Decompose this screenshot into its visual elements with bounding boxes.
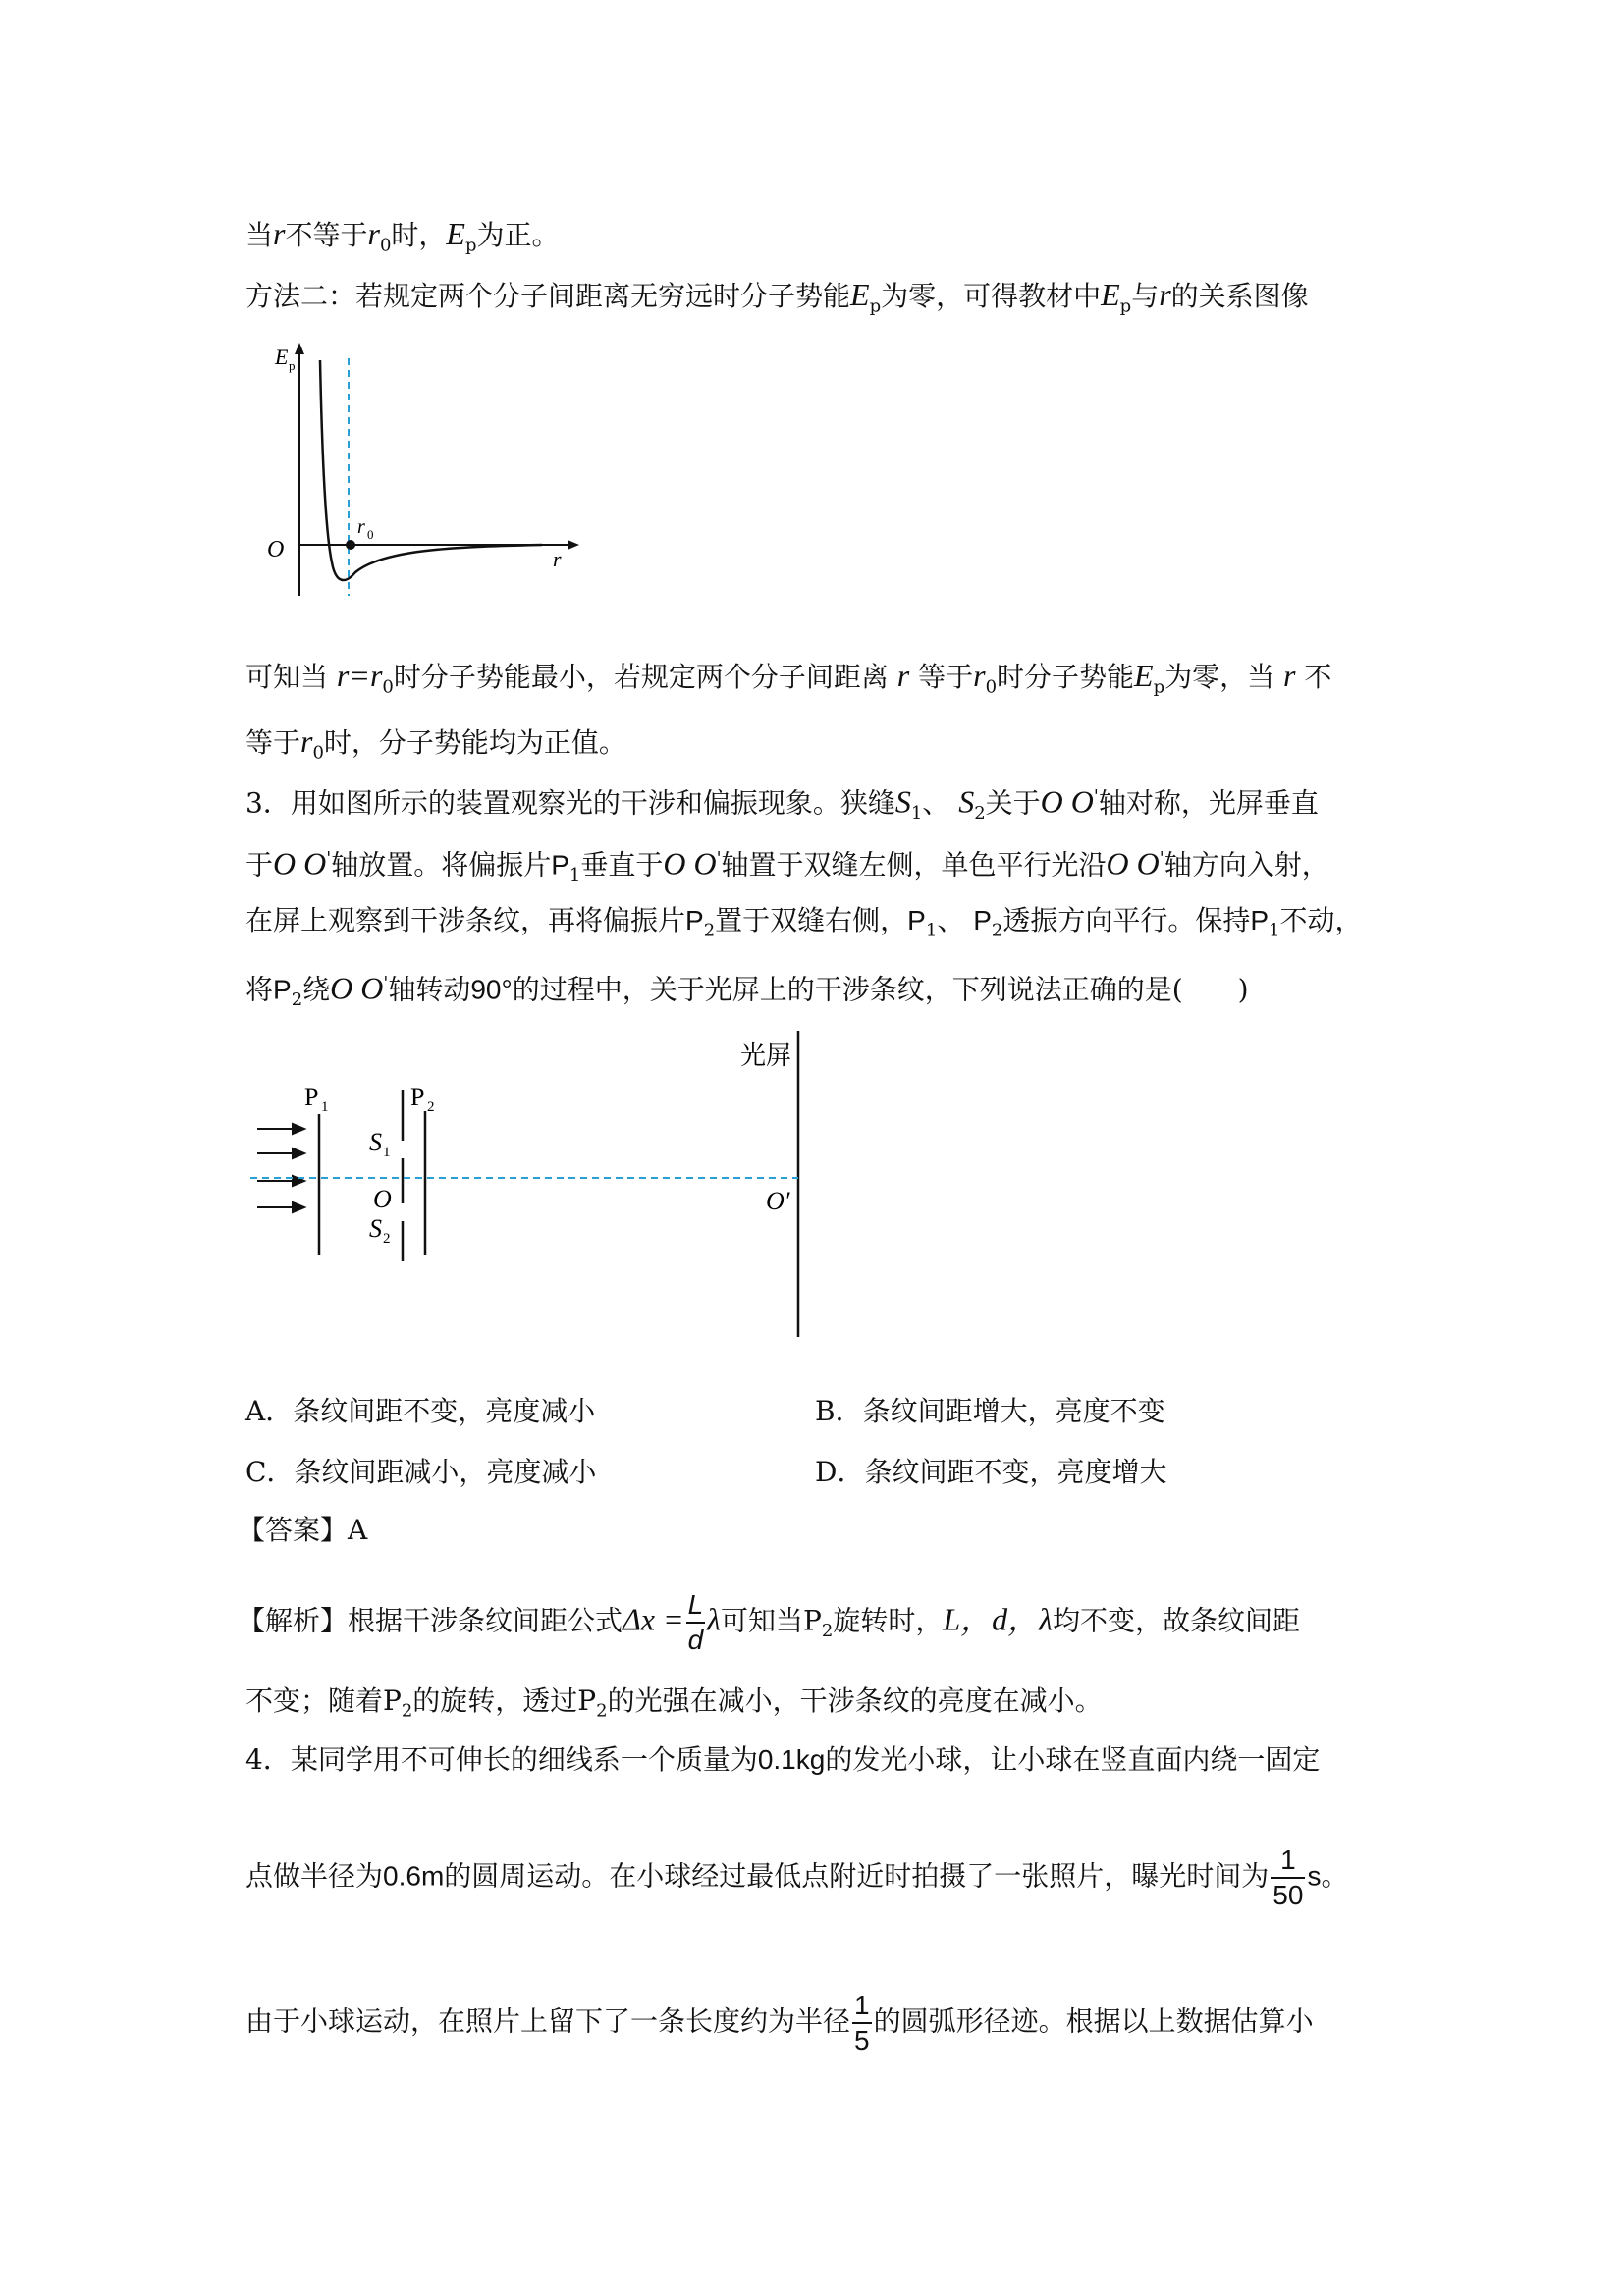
answer: 【答案】A [238,1514,368,1546]
graph-xlabel: r [553,547,562,571]
option-c[interactable]: C．条纹间距减小，亮度减小 [245,1456,597,1488]
o-prime-label: O′ [766,1187,790,1215]
q3-line-3: 在屏上观察到干涉条纹，再将偏振片$P_2$置于双缝右侧，$P_1$、 $P_2$透振方向平行。保持$P_1$不动， [245,904,1363,941]
o-label: O [373,1185,392,1213]
p2-label: P [410,1083,425,1111]
text-line-1: 当r不等于$r_0$时，$E_p$为正。 [245,216,560,256]
text-line-4: 等于$r_0$时，分子势能均为正值。 [245,723,626,764]
analysis-line-2: 不变；随着$P_2$的旋转，透过$P_2$的光强在减小，干涉条纹的亮度在减小。 [245,1684,1103,1722]
q3-line-2: 于O O'轴放置。将偏振片$P_1$垂直于O O'轴置于双缝左侧，单色平行光沿O O'轴方向入射， [245,845,1329,885]
interference-diagram [245,1031,835,1345]
p1-label-sub: 1 [321,1099,329,1115]
option-d[interactable]: D．条纹间距不变，亮度增大 [815,1456,1167,1488]
graph-point-label: r [357,516,365,538]
text-line-2: 方法二：若规定两个分子间距离无穷远时分子势能$E_p$为零，可得教材中$E_p$与r的关系图像 [245,277,1309,317]
q3-line-1: 3．用如图所示的装置观察光的干涉和偏振现象。狭缝$S_1$、 $S_2$关于O O'轴对称，光屏垂直 [245,783,1319,824]
analysis-line-1: 【解析】根据干涉条纹间距公式Δx = $\frac{L}{d}$ λ可知当$P_2$旋转时，L，d，λ均不变，故条纹间距 [238,1589,1301,1655]
option-b[interactable]: B．条纹间距增大，亮度不变 [815,1395,1165,1427]
arc-length-fraction: $\frac{1}{5}$ [854,1990,870,2056]
q4-line-3: 由于小球运动，在照片上留下了一条长度约为半径 $\frac{1}{5}$ 的圆弧形径迹。根据以上数据估算小 [245,1990,1314,2056]
incident-light-arrows [257,1124,304,1212]
graph-origin: O [267,537,285,562]
s1-label-sub: 1 [383,1145,391,1160]
q4-line-1: 4．某同学用不可伸长的细线系一个质量为0.1kg的发光小球，让小球在竖直面内绕一固定 [245,1743,1321,1776]
screen-label: 光屏 [740,1041,792,1070]
text-line-3: 可知当 $r=r_0$时分子势能最小，若规定两个分子间距离 r 等于$r_0$时分子势能$E_p$为零，当 r 不 [245,658,1332,698]
p1-label: P [304,1083,319,1111]
exposure-time-fraction: $\frac{1}{50}$ [1272,1844,1304,1910]
q3-line-4: 将$P_2$绕O O'轴转动90°的过程中，关于光屏上的干涉条纹，下列说法正确的是( ) [245,970,1249,1010]
s2-label-sub: 2 [383,1231,391,1247]
graph-ylabel: E [275,345,289,369]
q4-line-2: 点做半径为0.6m的圆周运动。在小球经过最低点附近时拍摄了一张照片，曝光时间为 $\frac{1}{50}$ s。 [245,1844,1349,1910]
option-a[interactable]: A．条纹间距不变，亮度减小 [245,1395,596,1427]
p2-label-sub: 2 [427,1099,435,1115]
s2-label: S [369,1214,382,1243]
graph-ylabel-sub: p [289,358,296,373]
potential-energy-graph [255,339,589,604]
graph-point-sub: 0 [367,527,374,542]
spacing-fraction: $\frac{L}{d}$ [687,1589,704,1655]
s1-label: S [369,1128,382,1156]
